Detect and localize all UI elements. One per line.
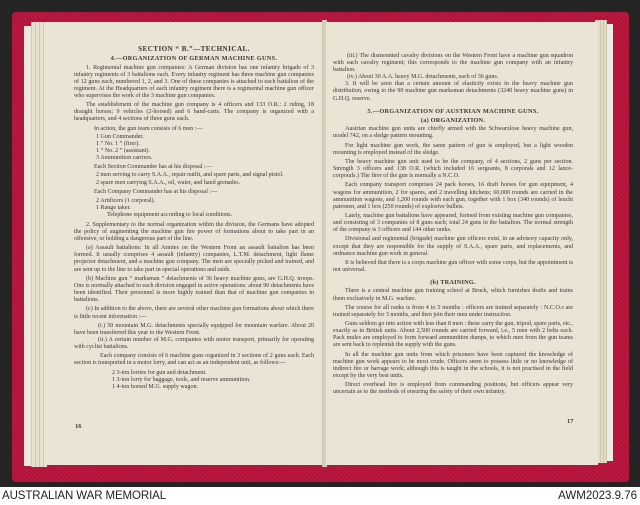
paragraph: In all the machine gun units from which prisoners have been captured the knowledge of machine gun work appears to be most crude. Officers seem to possess little or no knowledge of indirect fire or barrage work; although this is taught in the schools, it is not practised in the field except by the very best units.	[333, 351, 573, 379]
page-number: 16	[75, 423, 82, 430]
list-item: Telephone equipment according to local conditions.	[107, 211, 233, 218]
list-item: 2 spare men carrying S.A.A., oil, water, and hand grenades.	[96, 180, 241, 187]
list-item: 1 Gun Commander.	[96, 133, 144, 140]
right-page	[326, 22, 598, 465]
left-page	[44, 22, 324, 465]
paragraph: For light machine gun work, the same pattern of gun is employed, but a light wooden mounting is employed instead of the sledge.	[333, 142, 573, 156]
subheading-training: (b) TRAINING.	[430, 279, 476, 287]
paragraph: It is believed that there is a corps machine gun officer with some corps, but the appointment is not universal.	[333, 259, 573, 274]
paragraph: (i.) 50 mountain M.G. detachments specially equipped for mountain warfare. About 20 have been transferred this year to the Western Front.	[74, 322, 314, 336]
right-page-text	[333, 53, 573, 399]
paragraph: (c) In addition to the above, there are several other machine gun formations about which there is little recent information :—	[74, 306, 314, 320]
paragraph: Each Section Commander has at his disposal :—	[94, 164, 212, 171]
paragraph: Lately, machine gun battalions have appeared, formed from existing machine gun companies, and consisting of 3 companies of 8 guns each; total 24 guns in the battalion. The normal strength of the company is 3 officers and 144 other ranks.	[333, 213, 573, 234]
paragraph: Austrian machine gun units are chiefly armed with the Schwarzlose heavy machine gun, model 742, on a sledge pattern mounting.	[333, 126, 573, 140]
paragraph: Divisional and regimental (brigade) machine gun officers exist, in an advisory capacity only, except that they are responsible for the supply of S.A.A., spare parts, and replacements, and ordnance machine gun work in general.	[333, 236, 573, 257]
paragraph: The establishment of the machine gun company is 4 officers and 133 O.R.: 2 riding, 18 draught horses; 9 vehicles (2-horsed) and 6 hand-carts. The company is organized with a headquarters, and 4 sections of three guns each.	[74, 102, 314, 123]
accession-number: AWM2023.9.76	[558, 490, 637, 502]
list-item: 1 3-ton lorry for baggage, tools, and reserve ammunition.	[112, 376, 251, 383]
list-item: 1 “ No. 1 ” (firer).	[96, 140, 140, 147]
caption-bar	[0, 487, 640, 505]
paragraph: Guns seldom go into action with less than 8 men : these carry the gun, tripod, spare parts, etc., exactly as in British units. About 2,500 rounds are carried forward, i.e., 5 men with 2 belts each. Pack mules are employed to form forward ammunition dumps, to which men from the gun teams are sent back to replenish the supply with the guns.	[333, 321, 573, 349]
page-number: 17	[567, 418, 574, 425]
paragraph: (ii.) A certain number of M.G. companies with motor transport, primarily for operating with cyclist battalions.	[74, 336, 314, 351]
list-item: 2 3-ton lorries for gun and detachment.	[112, 369, 207, 376]
paragraph: There is a central machine gun training school at Bruck, which furnishes drafts and trains them exclusively in M.G. warfare.	[333, 288, 573, 302]
list-item: 1 “ No. 2 ” (assistant).	[96, 147, 150, 154]
list-item: 1 Range taker.	[96, 204, 131, 211]
german-org-heading: 4.—ORGANIZATION OF GERMAN MACHINE GUNS.	[110, 55, 278, 63]
paragraph: (b) Machine gun “ marksman ” detachments of 36 heavy machine guns, are G.H.Q. troops. One is normally attached to each division engaged in active operations: about 90 detachments have been identified. Their personnel is more highly trained than that of machine gun companies in battalions.	[74, 275, 314, 304]
paragraph: In action, the gun team consists of 6 men :—	[94, 125, 203, 132]
section-title: SECTION “ B.”—TECHNICAL.	[138, 45, 250, 53]
list-item: 2 men serving to carry S.A.A., repair outfit, and spare parts, and signal pistol.	[96, 172, 284, 179]
list-item: 3 Ammunition carriers.	[96, 155, 153, 162]
paragraph: Direct overhead fire is employed from commanding positions, but officers appear very uncertain as to the methods of ensuring the safety of their own infantry.	[333, 382, 573, 396]
paragraph: (a) Assault battalions: In all Armies on the Western Front an assault battalion has been formed. It usually comprises 4 assault (infantry) companies, L.T.M. detachment, light flame projector detachment, and a machine gun company. The men are specially picked and trained, and are sent up to the line to take part in special operations and raids.	[74, 245, 314, 273]
paragraph: Each company transport comprises 24 pack horses, 16 draft horses for gun equipment, 4 wagons for ammunition, 2 for spares, and 2 travelling kitchens; 60,000 rounds are carried in the ammunition wagons, and 1,200 rounds with each gun, together with 1 box (340 rounds) of leucht patronen, and 1 box (250 rounds) of explosive bullets.	[333, 182, 573, 210]
paragraph: The heavy machine gun unit used to be the company, of 4 sections, 2 guns per section. Strength 3 officers and 138 O.R. (which included 16 sergeants, 8 corporals and 12 lance-corporals.) The firer of the gun is normally a N.C.O.	[333, 158, 573, 180]
paragraph: The course for all ranks is from 4 to 5 months : officers are trained separately : N.C.O.s are trained separately for 3 months, and then join their men under instruction.	[333, 304, 573, 318]
list-item: 1 4-ton horsed M.G. supply wagon.	[112, 383, 199, 390]
paragraph: Each company consists of 6 machine guns organized in 3 sections of 2 guns each. Each section is transported in a motor lorry, and can act as an independent unit, as follows:—	[74, 353, 314, 367]
paragraph: Each Company Commander has at his disposal :—	[94, 189, 218, 196]
subheading-organization: (a) ORGANIZATION.	[420, 116, 486, 124]
paragraph: 3. It will be seen that a certain amount of elasticity exists in the heavy machine gun distribution, owing to the 90 machine gun marksman detachments (3240 heavy machine guns) in G.H.Q. reserve.	[333, 81, 573, 102]
left-page-text	[74, 46, 314, 391]
institution-label: AUSTRALIAN WAR MEMORIAL	[2, 490, 167, 502]
list-item: 2 Artificers (1 corporal).	[96, 197, 156, 204]
austrian-org-heading: 5.—ORGANIZATION OF AUSTRIAN MACHINE GUNS.	[367, 107, 539, 115]
paragraph: 1. Regimental machine gun companies: A German division has one infantry brigade of 3 infantry regiments of 3 battalions each. Every infantry regiment has three machine gun companies of 12 guns each, numbered 1, 2, and 3. One of these companies is attached to each battalion of the regiment. At the Headquarters of each infantry regiment there is a regimental machine gun officer who supervises the work of the 3 machine gun companies.	[74, 64, 314, 99]
paragraph: 2. Supplementary to the normal organization within the division, the Germans have adopted the policy of augmenting the machine gun fire power of formations about to take part in an offensive, or holding a dangerous part of the line.	[74, 221, 314, 242]
paragraph: (iv.) About 30 A.A. heavy M.G. detachments, each of 36 guns.	[347, 74, 499, 81]
paragraph: (iii.) The dismounted cavalry divisions on the Western Front have a machine gun squadron with each cavalry regiment; this corresponds to the machine gun company with an infantry battalion.	[333, 53, 573, 74]
